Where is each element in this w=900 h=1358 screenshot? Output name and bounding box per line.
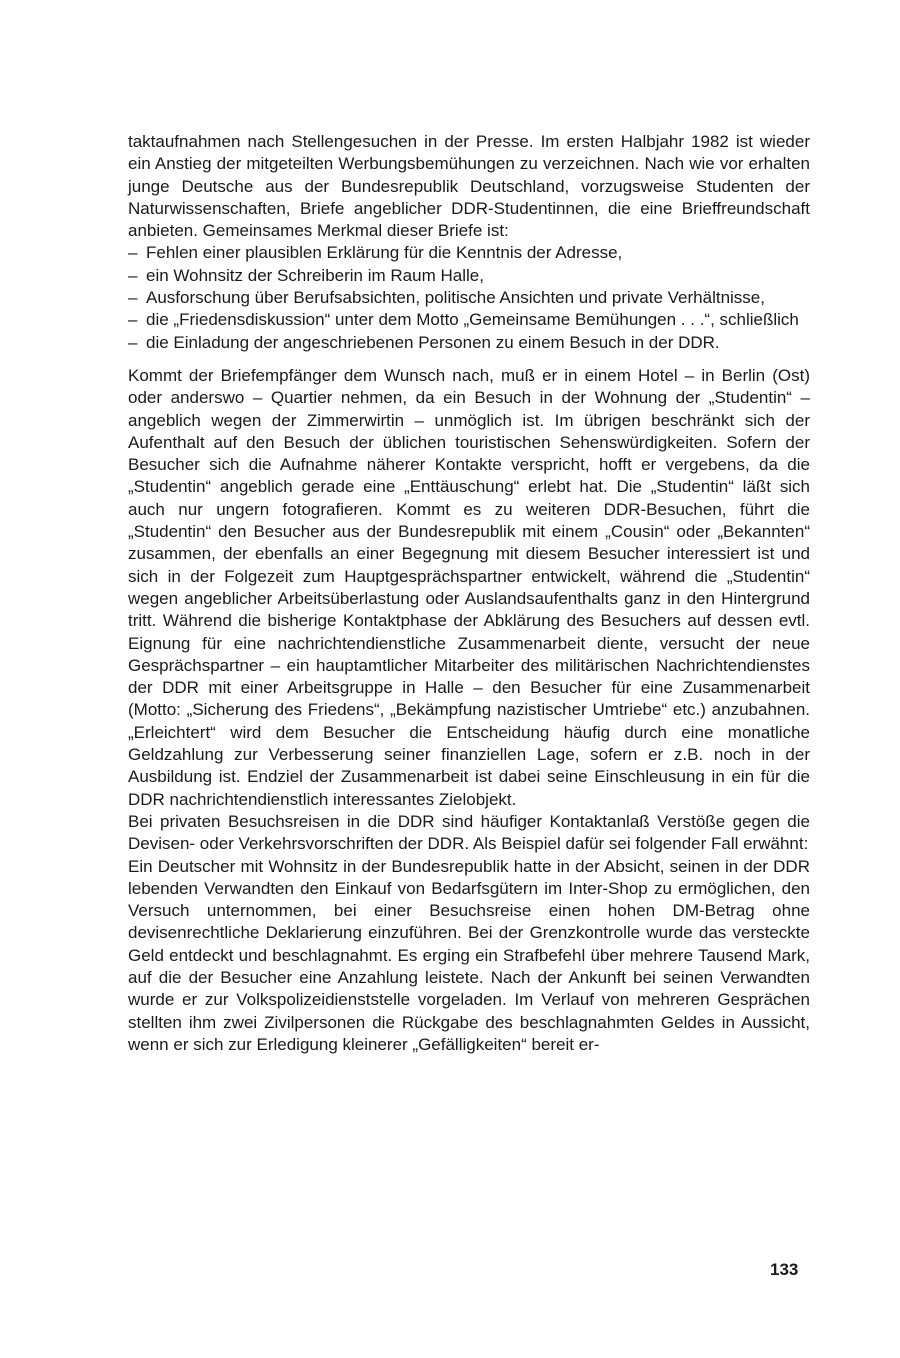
list-item: – ein Wohnsitz der Schreiberin im Raum Halle,	[128, 265, 810, 287]
opening-paragraph: taktaufnahmen nach Stellengesuchen in der Presse. Im ersten Halbjahr 1982 ist wieder ein Anstieg der mitgeteilten Werbungsbemühungen zu verzeichnen. Nach wie vor erhalten junge Deutsche aus der Bundesrepublik Deutschland, vorzugsweise Studenten der Naturwissenschaften, Briefe angeblicher DDR-Studentinnen, die eine Brieffreundschaft anbieten. Gemeinsames Merkmal dieser Briefe ist:	[128, 132, 810, 241]
list-item: – die „Friedensdiskussion“ unter dem Motto „Gemeinsame Bemühungen . . .“, schließlich	[128, 309, 810, 331]
paragraph-case-example: Ein Deutscher mit Wohnsitz in der Bundesrepublik hatte in der Absicht, seinen in der DDR lebenden Verwandten den Einkauf von Bedarfsgütern im Inter-Shop zu ermöglichen, den Versuch unternommen, bei einer Besuchsreise einen hohen DM-Betrag ohne devisenrechtliche Deklarierung einzuführen. Bei der Grenzkontrolle wurde das versteckte Geld entdeckt und beschlagnahmt. Es erging ein Strafbefehl über mehrere Tausend Mark, auf die der Besucher eine Anzahlung leistete. Nach der Ankunft bei seinen Verwandten wurde er zur Volkspolizeidienststelle vorgeladen. Im Verlauf von mehreren Gesprächen stellten ihm zwei Zivilpersonen die Rückgabe des beschlagnahmten Geldes in Aussicht, wenn er sich zur Erledigung kleinerer „Gefälligkeiten“ bereit er-	[128, 856, 810, 1054]
paragraph-hotel-visit: Kommt der Briefempfänger dem Wunsch nach, muß er in einem Hotel – in Berlin (Ost) oder anderswo – Quartier nehmen, da ein Besuch in der Wohnung der „Studentin“ – angeblich wegen der Zimmerwirtin – unmöglich ist. Im übrigen beschränkt sich der Aufenthalt auf den Besuch der üblichen touristischen Sehenswürdigkeiten. Sofern der Besucher sich die Aufnahme näherer Kontakte verspricht, hofft er vergebens, da die „Studentin“ angeblich gerade eine „Enttäuschung“ erlebt hat. Die „Studentin“ läßt sich auch nur ungern fotografieren. Kommt es zu weiteren DDR-Besuchen, führt die „Studentin“ den Besucher aus der Bundesrepublik mit einem „Cousin“ oder „Bekannten“ zusammen, der ebenfalls an einer Begegnung mit diesem Besucher interessiert ist und sich in der Folgezeit zum Hauptgesprächspartner entwickelt, während die „Studentin“ wegen angeblicher Arbeitsüberlastung oder Auslandsaufenthalts ganz in den Hintergrund tritt. Während die bisherige Kontaktphase der Abklärung des Besuchers auf dessen evtl. Eignung für eine nachrichtendienstliche Zusammenarbeit diente, versucht der neue Gesprächspartner – ein hauptamtlicher Mitarbeiter des militärischen Nachrichtendienstes der DDR mit einer Arbeitsgruppe in Halle – den Besucher für eine Zusammenarbeit (Motto: „Sicherung des Friedens“, „Bekämpfung nazistischer Umtriebe“ etc.) anzubahnen. „Erleichtert“ wird dem Besucher die Entscheidung häufig durch eine monatliche Geldzahlung zur Verbesserung seiner finanziellen Lage, sofern er z.B. noch in der Ausbildung ist. Endziel der Zusammenarbeit ist dabei seine Einschleusung in ein für die DDR nachrichtendienstlich interessantes Zielobjekt.	[128, 365, 810, 809]
list-item: – Fehlen einer plausiblen Erklärung für die Kenntnis der Adresse,	[128, 242, 810, 264]
paragraph-private-visits: Bei privaten Besuchsreisen in die DDR sind häufiger Kontaktanlaß Verstöße gegen die Devisen- oder Verkehrsvorschriften der DDR. Als Beispiel dafür sei folgender Fall erwähnt:	[128, 811, 810, 854]
list-item: – die Einladung der angeschriebenen Personen zu einem Besuch in der DDR.	[128, 332, 810, 354]
body-text	[128, 131, 810, 1056]
list-item: – Ausforschung über Berufsabsichten, politische Ansichten und private Verhältnisse,	[128, 287, 810, 309]
page-number: 133	[770, 1260, 799, 1279]
feature-list	[128, 242, 810, 353]
